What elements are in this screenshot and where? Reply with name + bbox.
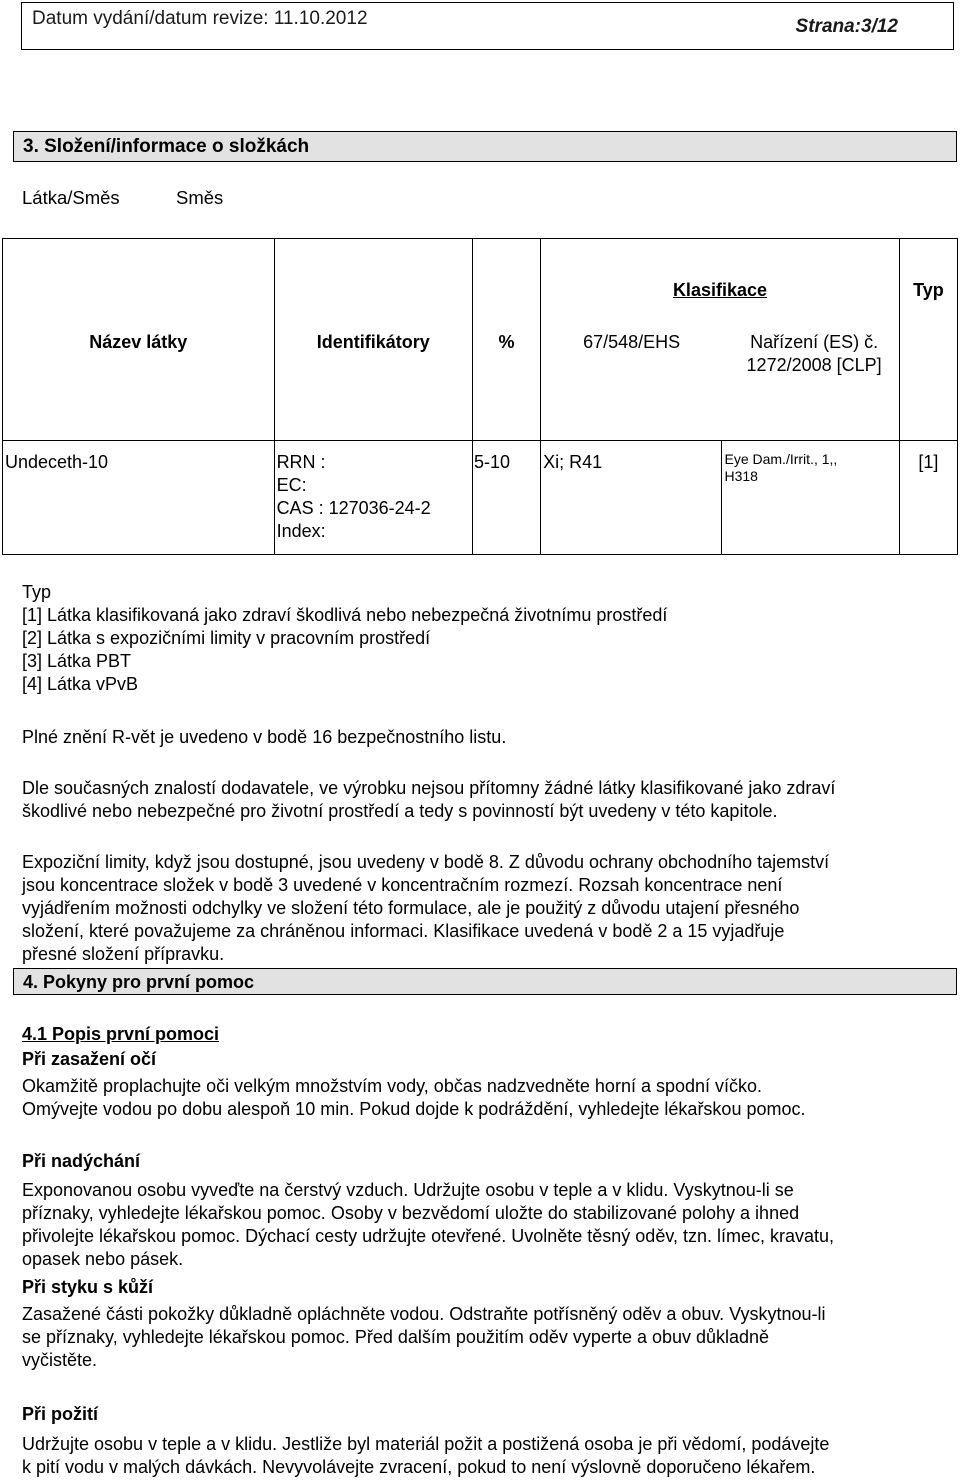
inhalation-text: Exponovanou osobu vyveďte na čerstvý vzduch. Udržujte osobu v teple a v klidu. Vyskytnou-li se příznaky, vyhledejte lékařskou pomoc. Osoby v bezvědomí uložte do stabilizované polohy a ihned přivolejte lékařskou pomoc. Dýchací cesty udržujte otevřené. Uvolněte těsný oděv, tzn. límec, kravatu, opasek nebo pásek. xyxy=(22,1180,835,1269)
type-legend-item: [1] Látka klasifikovaná jako zdraví škodlivá nebo nebezpečná životnímu prostředí xyxy=(22,605,668,625)
section-4-title: 4. Pokyny pro první pomoc xyxy=(23,972,255,992)
type-legend-title: Typ xyxy=(22,582,52,602)
identifier-ec: EC: xyxy=(276,475,307,495)
r-phrases-note: Plné znění R-vět je uvedeno v bodě 16 bezpečnostního listu. xyxy=(22,727,507,747)
header-name: Název látky xyxy=(3,239,275,441)
header-type: Typ xyxy=(899,239,957,441)
classification-title: Klasifikace xyxy=(672,280,767,300)
type-legend-item: [4] Látka vPvB xyxy=(22,674,139,694)
substance-label: Látka/Směs xyxy=(22,187,120,208)
table-row xyxy=(3,441,958,555)
header-clp: Nařízení (ES) č. 1272/2008 [CLP] xyxy=(746,332,882,375)
composition-table xyxy=(2,238,958,555)
identifier-rrn: RRN : xyxy=(276,452,326,472)
revision-date-value: 11.10.2012 xyxy=(273,8,368,29)
section-3-bar xyxy=(13,131,957,162)
header-identifiers: Identifikátory xyxy=(274,239,472,441)
cell-name: Undeceth-10 xyxy=(3,441,275,555)
page-number: Strana:3/12 xyxy=(795,16,898,37)
ingestion-heading: Při požití xyxy=(22,1404,98,1424)
paragraph-exposure: Expoziční limity, když jsou dostupné, jsou uvedeny v bodě 8. Z důvodu ochrany obchodního tajemství jsou koncentrace složek v bodě 3 uvedené v koncentračním rozmezí. Rozsah koncentrace není vyjádřením možnosti odchylky ve složení této formulace, ale je použitý z důvodu utajení přesného složení, které považujeme za chráněnou informaci. Klasifikace uvedená v bodě 2 a 15 vyjadřuje přesné složení přípravku. xyxy=(22,852,830,964)
skin-text: Zasažené části pokožky důkladně opláchněte vodou. Odstraňte potřísněný oděv a obuv. Vyskytnou-li se příznaky, vyhledejte lékařskou pomoc. Před dalším použitím oděv vyperte a obuv důkladně vyčistěte. xyxy=(22,1304,826,1370)
inhalation-heading: Při nadýchání xyxy=(22,1151,141,1171)
paragraph-substances: Dle současných znalostí dodavatele, ve výrobku nejsou přítomny žádné látky klasifikované jako zdraví škodlivé nebo nebezpečné pro životní prostředí a tedy s povinností být uvedeny v této kapitole. xyxy=(22,778,836,821)
clp-classification: Eye Dam./Irrit., 1,, xyxy=(724,451,838,467)
identifier-index: Index: xyxy=(276,521,326,541)
substance-value: Směs xyxy=(176,187,224,208)
eyes-heading: Při zasažení očí xyxy=(22,1049,157,1069)
identifier-cas: CAS : 127036-24-2 xyxy=(276,498,431,518)
cell-identifiers xyxy=(274,441,472,555)
type-legend-item: [2] Látka s expozičními limity v pracovním prostředí xyxy=(22,628,431,648)
cell-clp xyxy=(722,441,899,555)
header-dir: 67/548/EHS xyxy=(583,332,681,352)
section-3-title: 3. Složení/informace o složkách xyxy=(23,136,310,157)
eyes-text: Okamžitě proplachujte oči velkým množstvím vody, občas nadzvedněte horní a spodní víčko. Omývejte vodou po dobu alespoň 10 min. Pokud dojde k podráždění, vyhledejte lékařskou pomoc. xyxy=(22,1076,806,1119)
page-header xyxy=(21,2,954,50)
clp-hazard: H318 xyxy=(724,468,758,484)
revision-date-label: Datum vydání/datum revize: xyxy=(32,8,269,29)
header-percent: % xyxy=(472,239,540,441)
cell-percent: 5-10 xyxy=(472,441,540,555)
skin-heading: Při styku s kůží xyxy=(22,1277,154,1297)
cell-dir: Xi; R41 xyxy=(541,441,722,555)
cell-type: [1] xyxy=(899,441,957,555)
type-legend-item: [3] Látka PBT xyxy=(22,651,132,671)
section-4-bar xyxy=(13,968,957,995)
section-4-1-title: 4.1 Popis první pomoci xyxy=(22,1024,220,1044)
revision-date xyxy=(32,8,368,30)
ingestion-text: Udržujte osobu v teple a v klidu. Jestliže byl materiál požit a postižená osoba je při vědomí, podávejte k pití vodu v malých dávkách. Nevyvolávejte zvracení, pokud to není výslovně doporučeno lékařem. xyxy=(22,1434,830,1477)
type-legend xyxy=(22,581,667,696)
header-classification xyxy=(541,239,900,441)
